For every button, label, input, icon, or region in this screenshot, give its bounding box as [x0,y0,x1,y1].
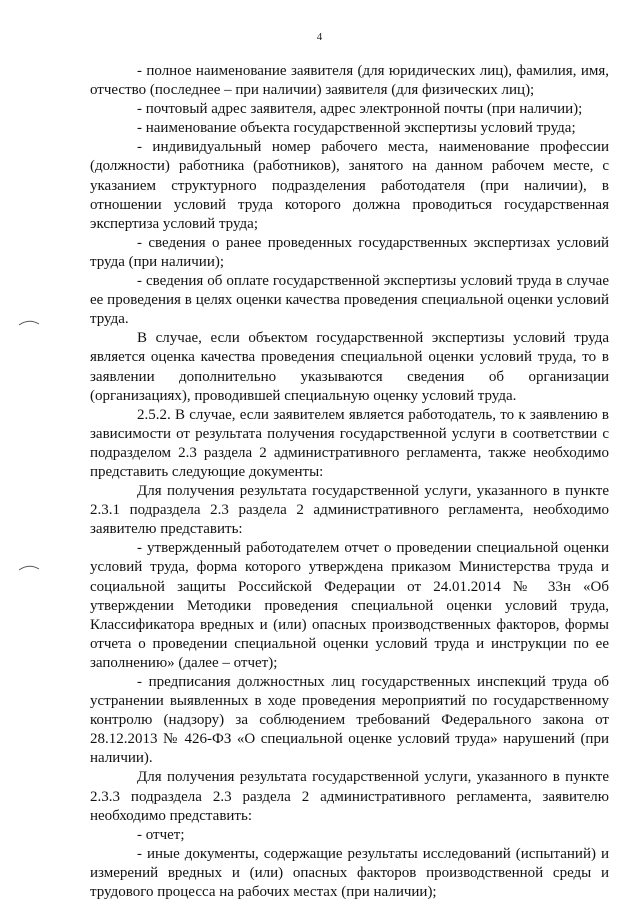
punch-hole-mark-upper [18,318,40,326]
paragraph-previous-expertise: - сведения о ранее проведенных государственных экспертизах условий труда (при наличии); [90,234,609,270]
paragraph-inspection-orders: - предписания должностных лиц государственных инспекций труда об устранении выявленных в ходе проведения мероприятий по государственному контролю (надзору) за соблюдением требований Федерального закона от 28.12.2013 № 426-ФЗ «О специальной оценке условий труда» нарушений (при наличии). [90,674,609,767]
paragraph-section-2-5-2: 2.5.2. В случае, если заявителем является работодатель, то к заявлению в зависимости от результата получения государственной услуги в соответствии с подразделом 2.3 раздела 2 административного регламента, также необходимо представить следующие документы: [90,406,609,480]
punch-hole-mark-lower [18,563,40,571]
paragraph-quality-assessment: В случае, если объектом государственной экспертизы условий труда является оценка качества проведения специальной оценки условий труда, то в заявлении дополнительно указываются сведения об организации (организациях), проводившей специальную оценку условий труда. [90,330,609,404]
paragraph-report-item: - отчет; [137,826,185,843]
paragraph-payment-info: - сведения об оплате государственной экспертизы условий труда в случае ее проведения в целях оценки качества проведения специальной оценки условий труда. [90,273,609,328]
paragraph-workplace-number: - индивидуальный номер рабочего места, наименование профессии (должности) работника (работников), занятого на данном рабочем месте, с указанием структурного подразделения работодателя (при наличии), в отношении условий труда которого должна проводиться государственная экспертиза условий труда; [90,139,609,232]
paragraph-expertise-object: - наименование объекта государственной экспертизы условий труда; [137,120,576,137]
paragraph-approved-report: - утвержденный работодателем отчет о проведении специальной оценки условий труда, форма которого утверждена приказом Министерства труда и социальной защиты Российской Федерации от 24.01.2014 № 33н «Об утверждении Методики проведения специальной оценки условий труда, Классификатора вредных и (или) опасных производственных факторов, формы отчета о проведении специальной оценки условий труда и инструкции по ее заполнению» (далее – отчет); [90,540,609,671]
document-body [90,62,609,902]
paragraph-result-2-3-1: Для получения результата государственной услуги, указанного в пункте 2.3.1 подраздела 2.3 раздела 2 административного регламента, необходимо заявителю представить: [90,483,609,538]
paragraph-applicant-name: - полное наименование заявителя (для юридических лиц), фамилия, имя, отчество (последнее – при наличии) заявителя (для физических лиц); [90,63,609,99]
paragraph-postal-address: - почтовый адрес заявителя, адрес электронной почты (при наличии); [137,101,583,118]
paragraph-result-2-3-3: Для получения результата государственной услуги, указанного в пункте 2.3.3 подраздела 2.3 раздела 2 административного регламента, заявителю необходимо представить: [90,769,609,824]
page-number: 4 [316,31,323,43]
paragraph-other-documents: - иные документы, содержащие результаты исследований (испытаний) и измерений вредных и (или) опасных факторов производственной среды и трудового процесса на рабочих местах (при наличии); [90,845,609,901]
